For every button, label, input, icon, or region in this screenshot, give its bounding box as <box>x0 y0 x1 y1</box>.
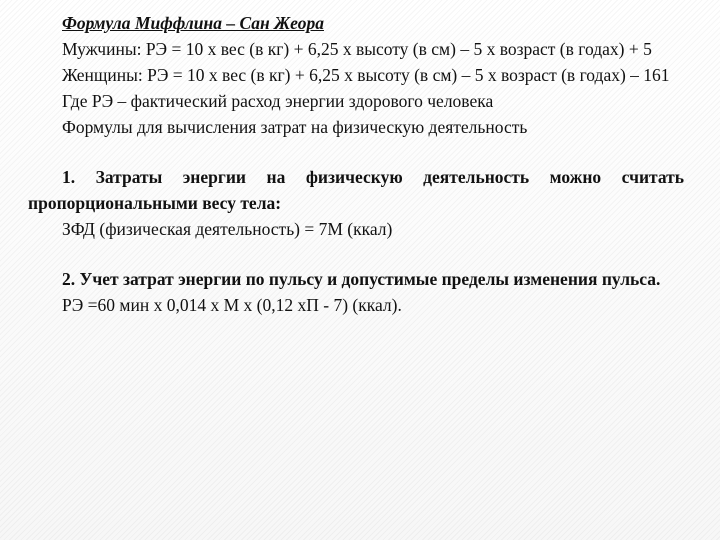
item-1-formula: ЗФД (физическая деятельность) = 7М (ккал) <box>62 219 393 239</box>
energy-definition: Где РЭ – фактический расход энергии здорового человека <box>62 91 494 111</box>
slide-title: Формула Миффлина – Сан Жеора <box>62 13 324 33</box>
slide-content <box>28 10 684 318</box>
spacer <box>28 242 684 266</box>
women-formula: Женщины: РЭ = 10 х вес (в кг) + 6,25 х высоту (в см) – 5 х возраст (в годах) – 161 <box>62 65 670 85</box>
item-2-heading: 2. Учет затрат энергии по пульсу и допустимые пределы изменения пульса. <box>62 269 661 289</box>
item-2-formula: РЭ =60 мин х 0,014 х М х (0,12 хП - 7) (ккал). <box>62 295 402 315</box>
item-1-heading: 1. Затраты энергии на физическую деятельность можно считать пропорциональными весу тела: <box>28 167 684 213</box>
spacer <box>28 140 684 164</box>
men-formula: Мужчины: РЭ = 10 х вес (в кг) + 6,25 х высоту (в см) – 5 х возраст (в годах) + 5 <box>62 39 652 59</box>
section-subtitle: Формулы для вычисления затрат на физическую деятельность <box>62 117 528 137</box>
